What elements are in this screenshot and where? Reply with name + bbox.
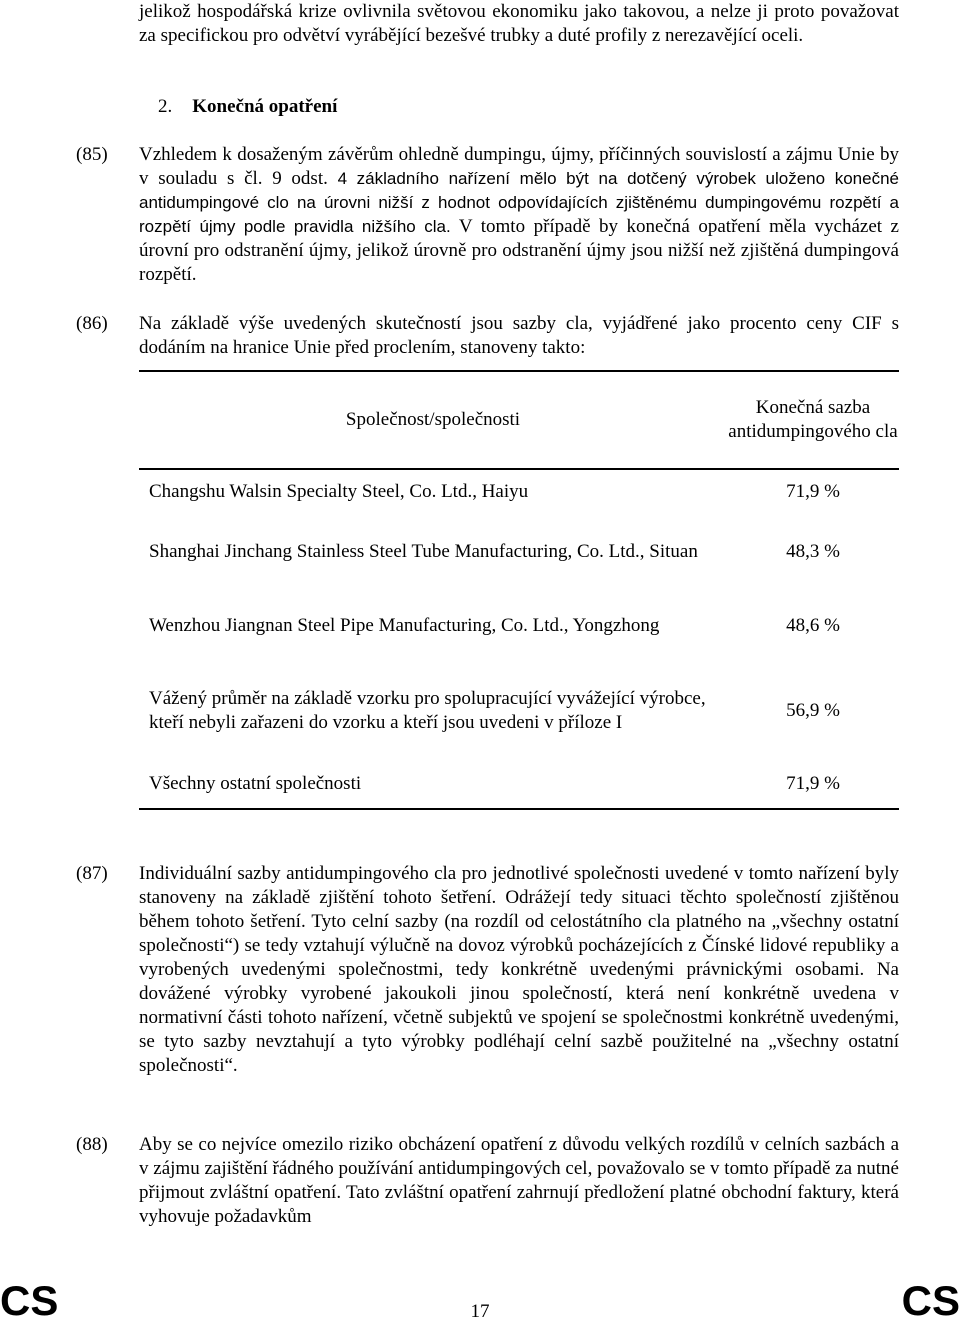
intro-paragraph: jelikož hospodářská krize ovlivnila světovou ekonomiku jako takovou, a nelze ji proto považovat za specifickou pro odvětví vyrábějící bezešvé trubky a duté profily z nerezavějící oceli. [139, 1, 899, 46]
paragraph-85 [139, 143, 899, 287]
duty-rates-table [139, 370, 899, 810]
section-number: 2. [158, 96, 173, 117]
paragraph-85-part3: V tomto případě by konečná opatření měla vycházet z úrovní pro odstranění újmy, jelikož úrovně pro odstranění újmy jsou nižší než zjištěná dumpingová rozpětí. [139, 216, 899, 285]
company-cell: Shanghai Jinchang Stainless Steel Tube Manufacturing, Co. Ltd., Situan [149, 541, 698, 562]
table-row [139, 662, 899, 760]
paragraph-85-part2: 4 základního nařízení mělo být na dotčený výrobek uloženo konečné antidumpingové clo na úrovni nižší z hodnot odpovídajících zjištěnému dumpingovému rozpětí a rozpětí újmy podle pravidla nižšího cla. [139, 169, 899, 236]
paragraph-number-87: (87) [76, 863, 108, 884]
rate-cell: 56,9 % [786, 700, 840, 721]
section-title: Konečná opatření [192, 96, 338, 117]
company-cell: Changshu Walsin Specialty Steel, Co. Ltd., Haiyu [149, 481, 529, 502]
paragraph-86: Na základě výše uvedených skutečností jsou sazby cla, vyjádřené jako procento ceny CIF s dodáním na hranice Unie před proclením, stanoveny takto: [139, 313, 899, 358]
company-cell: Wenzhou Jiangnan Steel Pipe Manufacturing, Co. Ltd., Yongzhong [149, 615, 660, 636]
table-row [139, 590, 899, 662]
header-rate: Konečná sazba antidumpingového cla [727, 371, 899, 469]
company-cell: Vážený průměr na základě vzorku pro spolupracující vyvážející výrobce, kteří nebyli zařazeni do vzorku a kteří jsou uvedeni v příloze I [149, 688, 706, 733]
paragraph-88: Aby se co nejvíce omezilo riziko obcházení opatření z důvodu velkých rozdílů v celních sazbách a v zájmu zajištění řádného používání antidumpingových cel, považovalo se v tomto případě za nutné přijmout zvláštní opatření. Tato zvláštní opatření zahrnují předložení platné obchodní faktury, která vyhovuje požadavkům [139, 1134, 899, 1227]
paragraph-87: Individuální sazby antidumpingového cla pro jednotlivé společnosti uvedené v tomto nařízení byly stanoveny na základě zjištění tohoto šetření. Odrážejí tedy situaci těchto společností zjištěnou během tohoto šetření. Tyto celní sazby (na rozdíl od celostátního cla platného na „všechny ostatní společnosti“) se tedy vztahují výlučně na dovoz výrobků pocházejících z Čínské lidové republiky a vyrobených uvedenými společnostmi, tedy konkrétně uvedenými právnickými osobami. Na dovážené výrobky vyrobené jakoukoli jinou společností, která není konkrétně uvedena v normativní části tohoto nařízení, včetně subjektů ve spojení se společnostmi konkrétně uvedenými, se tyto sazby nevztahují a tyto výrobky podléhají celní sazbě použitelné na „všechny ostatní společnosti“. [139, 863, 899, 1076]
paragraph-number-88: (88) [76, 1134, 108, 1155]
header-company: Společnost/společnosti [139, 371, 727, 469]
rate-cell: 71,9 % [727, 760, 899, 809]
footer-language-code-left: CS [0, 1277, 59, 1324]
table-row [139, 514, 899, 590]
rate-cell: 71,9 % [786, 481, 840, 502]
paragraph-number-85: (85) [76, 144, 108, 165]
page-number: 17 [470, 1301, 490, 1322]
table-header-row [139, 371, 899, 469]
rate-cell: 48,3 % [786, 541, 840, 562]
footer-language-code-right: CS [901, 1277, 960, 1324]
paragraph-number-86: (86) [76, 313, 108, 334]
table-row [139, 469, 899, 514]
company-cell: Všechny ostatní společnosti [139, 760, 727, 809]
table-row [139, 760, 899, 809]
paragraph-85-part1: Vzhledem k dosaženým závěrům ohledně dumpingu, újmy, příčinných souvislostí a zájmu Unie by v souladu s čl. 9 odst. [139, 144, 899, 189]
section-heading [158, 95, 337, 119]
rate-cell: 48,6 % [786, 615, 840, 636]
